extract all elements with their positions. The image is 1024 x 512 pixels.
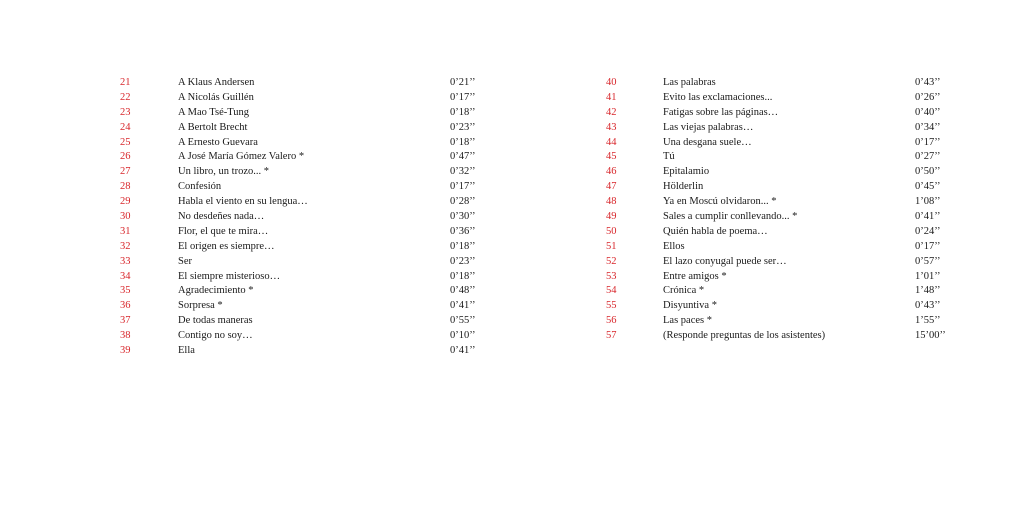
track-row (606, 136, 966, 151)
track-duration: 0’23’’ (450, 121, 476, 133)
track-row (606, 329, 966, 344)
track-title: El siempre misterioso… (178, 270, 281, 282)
track-title: A José María Gómez Valero * (178, 151, 305, 163)
track-number: 32 (120, 240, 131, 252)
track-row (120, 255, 480, 270)
track-title: Ya en Moscú olvidaron... * (663, 196, 777, 208)
track-duration: 0’18’’ (450, 240, 476, 252)
track-duration: 0’24’’ (915, 225, 941, 237)
track-title: Sorpresa * (178, 300, 223, 312)
track-row (606, 210, 966, 225)
track-row (606, 195, 966, 210)
track-number: 43 (606, 121, 617, 133)
track-row (606, 240, 966, 255)
track-row (120, 240, 480, 255)
track-row (120, 225, 480, 240)
track-number: 40 (606, 77, 617, 88)
track-number: 45 (606, 151, 617, 163)
track-title: A Mao Tsé-Tung (178, 106, 250, 118)
track-duration: 0’55’’ (450, 315, 476, 327)
track-number: 30 (120, 211, 131, 223)
track-number: 34 (120, 270, 131, 282)
track-title: Las viejas palabras… (663, 121, 754, 133)
track-title: Tú (663, 151, 675, 163)
track-duration: 0’17’’ (915, 136, 941, 148)
track-row (120, 136, 480, 151)
track-title: Ella (178, 345, 195, 357)
track-number: 27 (120, 166, 131, 178)
track-number: 33 (120, 255, 131, 267)
track-duration: 0’41’’ (450, 300, 476, 312)
track-duration: 0’48’’ (450, 285, 476, 297)
track-number: 25 (120, 136, 131, 148)
track-number: 48 (606, 196, 617, 208)
track-title: De todas maneras (178, 315, 253, 327)
track-row (606, 270, 966, 285)
track-row (120, 210, 480, 225)
track-number: 55 (606, 300, 617, 312)
track-row (120, 106, 480, 121)
track-title: Epitalamio (663, 166, 710, 178)
track-title: Quién habla de poema… (663, 225, 768, 237)
track-number: 57 (606, 330, 617, 342)
track-duration: 0’18’’ (450, 270, 476, 282)
track-title: Fatigas sobre las páginas… (663, 106, 779, 118)
track-title: Disyuntiva * (663, 300, 717, 312)
track-title: A Klaus Andersen (178, 77, 255, 88)
track-number: 21 (120, 77, 131, 88)
track-number: 52 (606, 255, 617, 267)
track-row (606, 76, 966, 91)
track-title: A Bertolt Brecht (178, 121, 248, 133)
track-duration: 0’43’’ (915, 77, 941, 88)
track-title: Ser (178, 255, 192, 267)
track-number: 42 (606, 106, 617, 118)
track-row (120, 76, 480, 91)
track-number: 29 (120, 196, 131, 208)
track-duration: 0’18’’ (450, 136, 476, 148)
track-row (606, 106, 966, 121)
track-row (606, 225, 966, 240)
track-duration: 0’30’’ (450, 211, 476, 223)
track-row (120, 180, 480, 195)
track-number: 56 (606, 315, 617, 327)
track-number: 53 (606, 270, 617, 282)
track-duration: 0’57’’ (915, 255, 941, 267)
track-number: 41 (606, 91, 617, 103)
track-number: 31 (120, 225, 131, 237)
track-row (120, 270, 480, 285)
track-title: Contigo no soy… (178, 330, 253, 342)
track-row (606, 150, 966, 165)
track-list-left (120, 76, 480, 359)
track-duration: 0’40’’ (915, 106, 941, 118)
track-row (606, 314, 966, 329)
track-duration: 0’27’’ (915, 151, 941, 163)
track-row (120, 121, 480, 136)
track-number: 22 (120, 91, 131, 103)
track-title: Habla el viento en su lengua… (178, 196, 308, 208)
track-duration: 0’28’’ (450, 196, 476, 208)
track-title: No desdeñes nada… (178, 211, 265, 223)
track-duration: 1’48’’ (915, 285, 941, 297)
track-row (606, 180, 966, 195)
track-number: 35 (120, 285, 131, 297)
track-row (120, 314, 480, 329)
track-title: Confesión (178, 181, 222, 193)
track-duration: 0’17’’ (450, 181, 476, 193)
track-number: 26 (120, 151, 131, 163)
track-number: 23 (120, 106, 131, 118)
track-row (120, 150, 480, 165)
track-duration: 1’01’’ (915, 270, 941, 282)
track-duration: 0’41’’ (915, 211, 941, 223)
track-row (606, 121, 966, 136)
track-title: A Nicolás Guillén (178, 91, 254, 103)
track-title: Crónica * (663, 285, 705, 297)
track-number: 36 (120, 300, 131, 312)
track-row (120, 284, 480, 299)
track-duration: 0’17’’ (450, 91, 476, 103)
track-duration: 0’26’’ (915, 91, 941, 103)
track-title: Ellos (663, 240, 685, 252)
track-duration: 0’21’’ (450, 77, 476, 88)
track-duration: 0’36’’ (450, 225, 476, 237)
track-duration: 0’50’’ (915, 166, 941, 178)
track-title: Las palabras (663, 77, 716, 88)
track-duration: 0’41’’ (450, 345, 476, 357)
track-row (606, 91, 966, 106)
track-number: 51 (606, 240, 617, 252)
track-title: (Responde preguntas de los asistentes) (663, 330, 826, 342)
track-row (120, 299, 480, 314)
track-number: 47 (606, 181, 617, 193)
track-row (120, 195, 480, 210)
track-title: Flor, el que te mira… (178, 225, 269, 237)
track-title: Evito las exclamaciones... (663, 91, 773, 103)
track-duration: 0’34’’ (915, 121, 941, 133)
track-duration: 15’00’’ (915, 330, 946, 342)
track-number: 39 (120, 345, 131, 357)
track-number: 37 (120, 315, 131, 327)
track-duration: 0’43’’ (915, 300, 941, 312)
track-row (606, 255, 966, 270)
track-list-right (606, 76, 966, 344)
track-number: 28 (120, 181, 131, 193)
track-title: El lazo conyugal puede ser… (663, 255, 787, 267)
track-number: 38 (120, 330, 131, 342)
track-duration: 0’17’’ (915, 240, 941, 252)
track-number: 49 (606, 211, 617, 223)
track-title: Agradecimiento * (178, 285, 254, 297)
track-duration: 0’18’’ (450, 106, 476, 118)
track-duration: 1’55’’ (915, 315, 941, 327)
track-title: El origen es siempre… (178, 240, 275, 252)
track-number: 24 (120, 121, 131, 133)
track-title: Sales a cumplir conllevando... * (663, 211, 798, 223)
track-row (606, 299, 966, 314)
track-title: Entre amigos * (663, 270, 727, 282)
track-duration: 1’08’’ (915, 196, 941, 208)
track-row (120, 91, 480, 106)
track-row (606, 165, 966, 180)
track-title: A Ernesto Guevara (178, 136, 258, 148)
track-number: 50 (606, 225, 617, 237)
track-row (606, 284, 966, 299)
track-duration: 0’45’’ (915, 181, 941, 193)
track-duration: 0’23’’ (450, 255, 476, 267)
track-number: 44 (606, 136, 617, 148)
track-title: Un libro, un trozo... * (178, 166, 269, 178)
track-title: Hölderlin (663, 181, 704, 193)
track-row (120, 165, 480, 180)
track-duration: 0’32’’ (450, 166, 476, 178)
track-row (120, 329, 480, 344)
track-row (120, 344, 480, 359)
track-number: 54 (606, 285, 617, 297)
track-title: Las paces * (663, 315, 712, 327)
track-title: Una desgana suele… (663, 136, 752, 148)
track-number: 46 (606, 166, 617, 178)
track-duration: 0’10’’ (450, 330, 476, 342)
track-duration: 0’47’’ (450, 151, 476, 163)
